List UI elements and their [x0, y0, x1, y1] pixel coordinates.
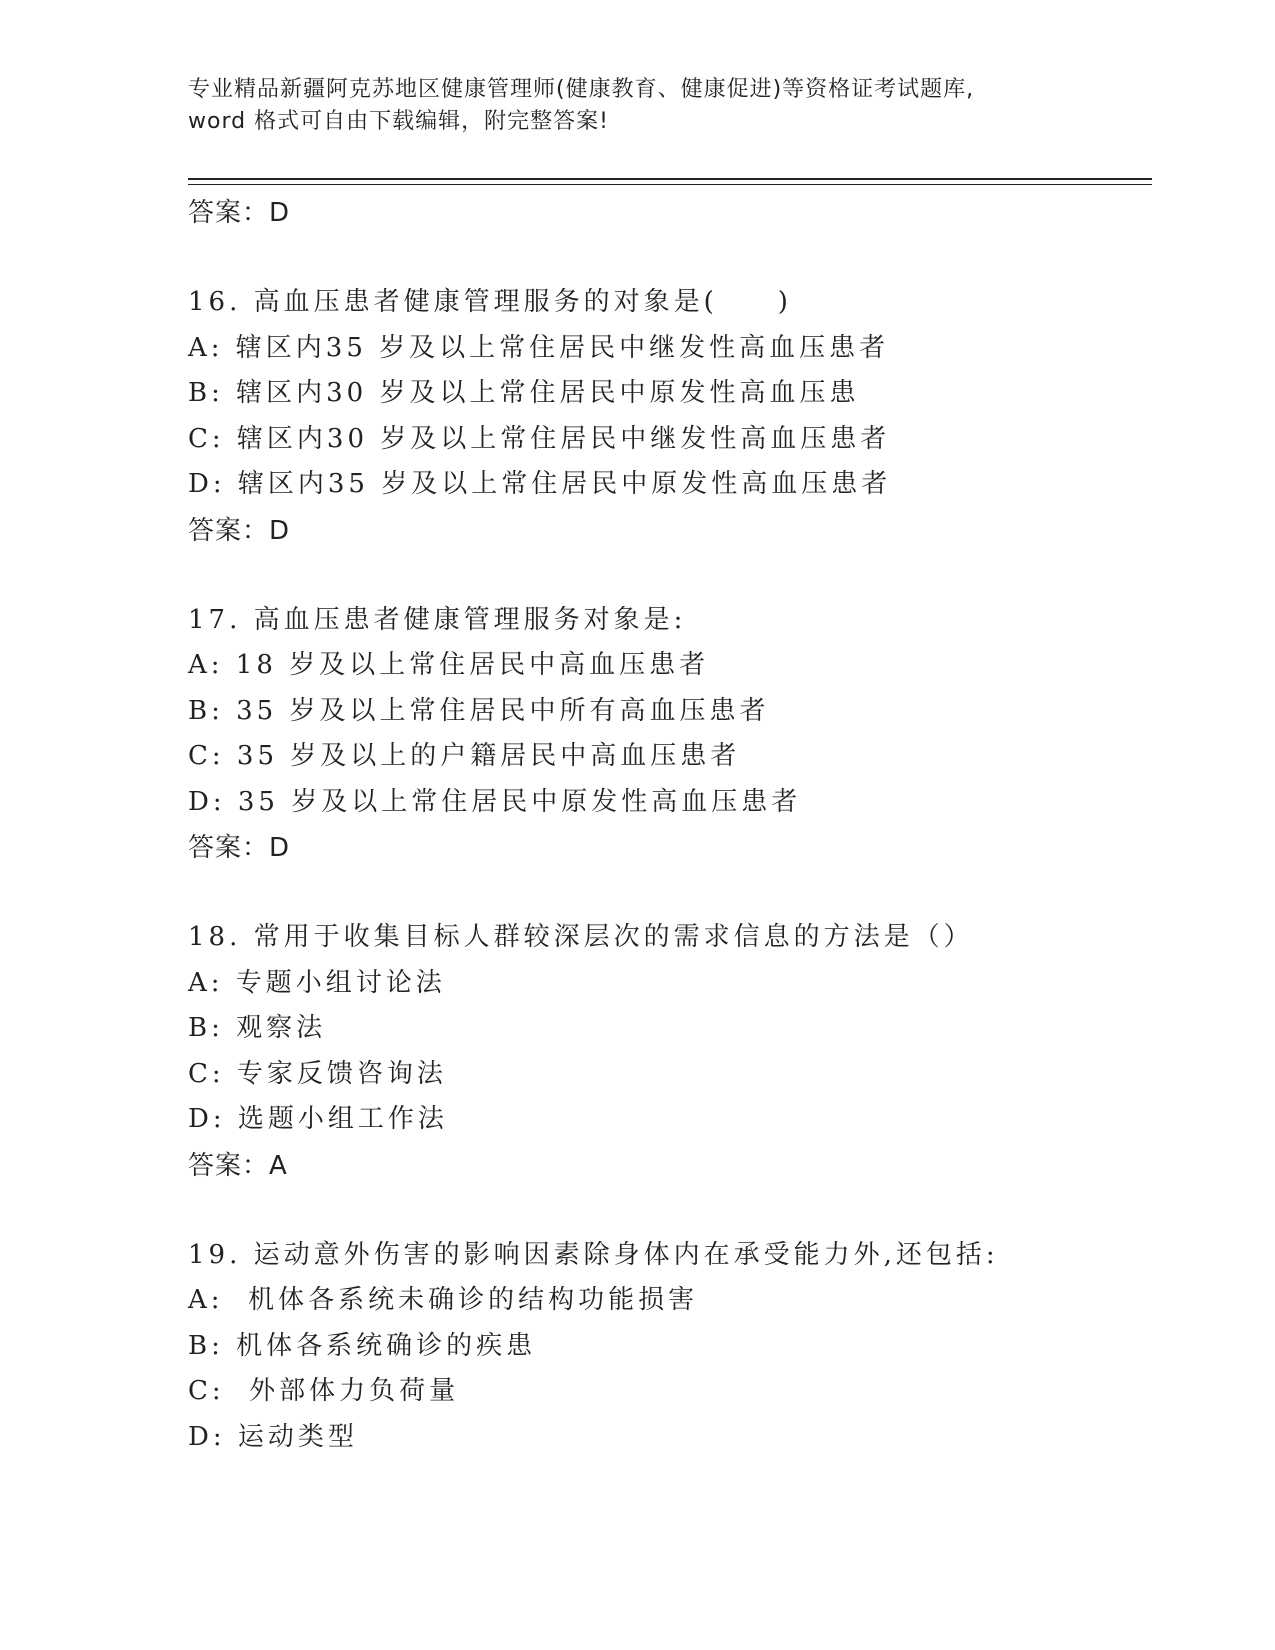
question-19: [188, 1233, 1148, 1461]
question-16: [188, 280, 1148, 554]
option-d: D: 选题小组工作法: [188, 1104, 448, 1134]
header-line-2: word 格式可自由下载编辑，附完整答案!: [188, 109, 609, 134]
question-list: [188, 190, 1148, 1460]
option-c: C: 辖区内30 岁及以上常住居民中继发性高血压患者: [188, 423, 891, 454]
option-d: D: 辖区内35 岁及以上常住居民中原发性高血压患者: [188, 469, 892, 499]
option-a: A: 18 岁及以上常住居民中高血压患者: [188, 650, 710, 680]
question-17: [188, 598, 1148, 872]
question-stem: 17. 高血压患者健康管理服务对象是:: [188, 604, 687, 635]
option-a: A: 机体各系统未确诊的结构功能损害: [188, 1285, 699, 1315]
previous-answer: 答案：D: [188, 198, 291, 228]
question-stem: 18. 常用于收集目标人群较深层次的需求信息的方法是（）: [188, 922, 974, 952]
option-a: A: 辖区内35 岁及以上常住居民中继发性高血压患者: [188, 332, 890, 363]
header-rule-thick: [188, 178, 1152, 180]
header-line-1: 专业精品新疆阿克苏地区健康管理师(健康教育、健康促进)等资格证考试题库,: [188, 77, 975, 102]
option-c: C: 专家反馈咨询法: [188, 1058, 447, 1089]
option-b: B: 观察法: [188, 1013, 327, 1043]
question-stem: 19. 运动意外伤害的影响因素除身体内在承受能力外,还包括:: [188, 1239, 999, 1270]
page-header: [188, 74, 1068, 138]
option-c: C: 外部体力负荷量: [188, 1376, 460, 1406]
answer: 答案：D: [188, 833, 291, 863]
option-b: B: 机体各系统确诊的疾患: [188, 1330, 537, 1361]
option-c: C: 35 岁及以上的户籍居民中高血压患者: [188, 741, 741, 771]
answer: 答案：A: [188, 1150, 288, 1181]
option-b: B: 35 岁及以上常住居民中所有高血压患者: [188, 695, 770, 726]
option-d: D: 运动类型: [188, 1421, 358, 1452]
answer: 答案：D: [188, 515, 291, 546]
question-18: [188, 915, 1148, 1189]
header-rule-thin: [188, 184, 1152, 185]
option-b: B: 辖区内30 岁及以上常住居民中原发性高血压患: [188, 378, 860, 408]
option-d: D: 35 岁及以上常住居民中原发性高血压患者: [188, 786, 802, 817]
question-stem: 16. 高血压患者健康管理服务的对象是( ): [188, 287, 792, 317]
option-a: A: 专题小组讨论法: [188, 967, 446, 998]
